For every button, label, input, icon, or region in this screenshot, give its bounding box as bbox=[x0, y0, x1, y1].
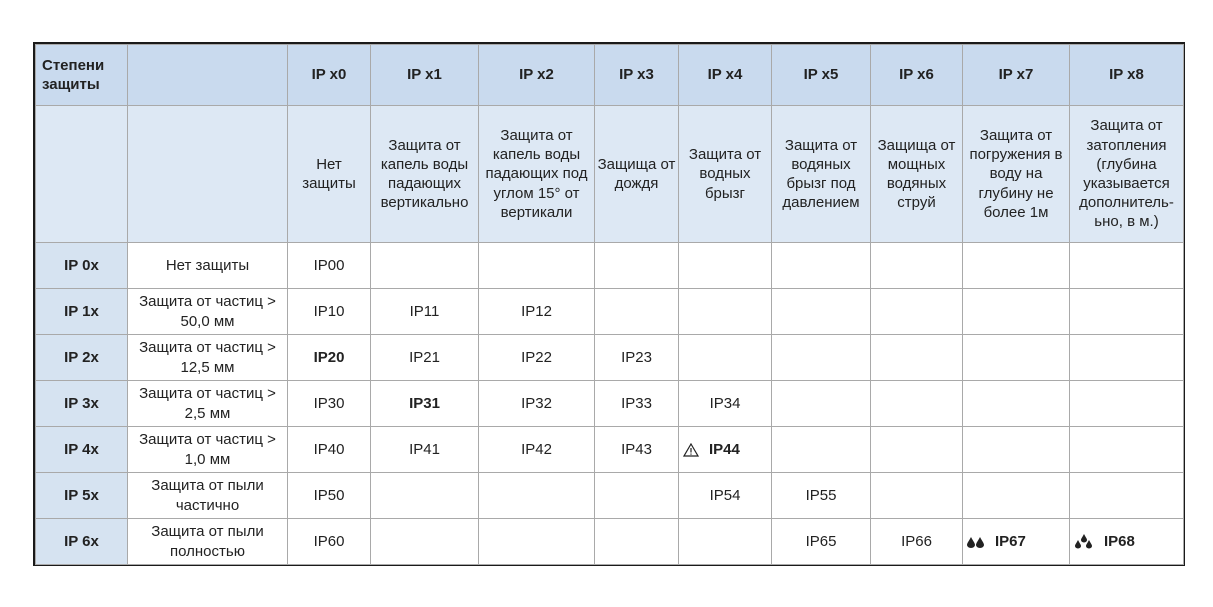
rating-cell-ip44 bbox=[679, 427, 772, 473]
header-blank-cell bbox=[128, 45, 288, 106]
warning-triangle-icon bbox=[683, 443, 699, 457]
table-row bbox=[36, 289, 1184, 335]
rating-cell: IP33 bbox=[595, 381, 679, 427]
rating-cell bbox=[1070, 289, 1184, 335]
row-code: IP 6x bbox=[36, 519, 128, 565]
column-description: Защита от затопления (глубина указывается дополнитель-ьно, в м.) bbox=[1070, 106, 1184, 243]
rating-cell bbox=[1070, 243, 1184, 289]
column-description: Защища от мощных водяных струй bbox=[871, 106, 963, 243]
rating-cell: IP41 bbox=[371, 427, 479, 473]
column-description: Защища от дождя bbox=[595, 106, 679, 243]
description-blank-cell bbox=[36, 106, 128, 243]
rating-label: IP44 bbox=[709, 441, 740, 459]
rating-cell: IP55 bbox=[772, 473, 871, 519]
rating-cell bbox=[595, 289, 679, 335]
rating-label: IP67 bbox=[995, 533, 1026, 551]
row-code: IP 3x bbox=[36, 381, 128, 427]
rating-cell: IP66 bbox=[871, 519, 963, 565]
column-description: Нет защиты bbox=[288, 106, 371, 243]
rating-cell: IP50 bbox=[288, 473, 371, 519]
rating-cell: IP20 bbox=[288, 335, 371, 381]
rating-cell bbox=[679, 243, 772, 289]
table-row bbox=[36, 427, 1184, 473]
two-water-drops-icon bbox=[967, 536, 985, 548]
rating-cell: IP11 bbox=[371, 289, 479, 335]
rating-cell bbox=[1070, 381, 1184, 427]
rating-cell: IP21 bbox=[371, 335, 479, 381]
rating-cell bbox=[679, 335, 772, 381]
description-blank-cell bbox=[128, 106, 288, 243]
row-code: IP 1x bbox=[36, 289, 128, 335]
rating-cell: IP31 bbox=[371, 381, 479, 427]
rating-cell bbox=[371, 243, 479, 289]
row-code: IP 4x bbox=[36, 427, 128, 473]
rating-cell bbox=[1070, 427, 1184, 473]
rating-cell bbox=[1070, 335, 1184, 381]
rating-cell bbox=[772, 335, 871, 381]
ip-rating-table-frame bbox=[33, 42, 1185, 566]
rating-cell bbox=[772, 381, 871, 427]
ip-rating-table bbox=[35, 44, 1184, 565]
rating-cell: IP60 bbox=[288, 519, 371, 565]
table-row bbox=[36, 381, 1184, 427]
column-description: Защита от капель воды падающих под углом 15° от вертикали bbox=[479, 106, 595, 243]
row-code: IP 5x bbox=[36, 473, 128, 519]
rating-cell: IP54 bbox=[679, 473, 772, 519]
row-description: Защита от частиц > 1,0 мм bbox=[128, 427, 288, 473]
rating-cell bbox=[871, 473, 963, 519]
rating-cell-ip67 bbox=[963, 519, 1070, 565]
rating-cell: IP12 bbox=[479, 289, 595, 335]
row-code: IP 2x bbox=[36, 335, 128, 381]
column-header: IP x1 bbox=[371, 45, 479, 106]
table-row bbox=[36, 519, 1184, 565]
row-description: Защита от частиц > 2,5 мм bbox=[128, 381, 288, 427]
rating-cell bbox=[479, 243, 595, 289]
rating-label: IP68 bbox=[1104, 533, 1135, 551]
row-description: Защита от частиц > 12,5 мм bbox=[128, 335, 288, 381]
rating-cell: IP23 bbox=[595, 335, 679, 381]
rating-cell bbox=[963, 335, 1070, 381]
rating-cell bbox=[871, 427, 963, 473]
rating-cell bbox=[963, 289, 1070, 335]
rating-cell bbox=[371, 519, 479, 565]
three-water-drops-icon bbox=[1074, 534, 1094, 550]
rating-cell bbox=[963, 381, 1070, 427]
column-description: Защита от водных брызг bbox=[679, 106, 772, 243]
corner-label: Степени защиты bbox=[36, 45, 128, 106]
rating-cell: IP40 bbox=[288, 427, 371, 473]
column-header: IP x0 bbox=[288, 45, 371, 106]
rating-cell bbox=[479, 519, 595, 565]
column-header: IP x8 bbox=[1070, 45, 1184, 106]
column-description: Защита от погружения в воду на глубину не более 1м bbox=[963, 106, 1070, 243]
rating-cell: IP10 bbox=[288, 289, 371, 335]
rating-cell: IP42 bbox=[479, 427, 595, 473]
rating-cell bbox=[871, 335, 963, 381]
column-header: IP x2 bbox=[479, 45, 595, 106]
rating-cell: IP30 bbox=[288, 381, 371, 427]
rating-cell: IP22 bbox=[479, 335, 595, 381]
row-description: Защита от частиц > 50,0 мм bbox=[128, 289, 288, 335]
table-row bbox=[36, 335, 1184, 381]
rating-cell bbox=[871, 243, 963, 289]
rating-cell bbox=[963, 427, 1070, 473]
rating-cell bbox=[963, 473, 1070, 519]
row-description: Нет защиты bbox=[128, 243, 288, 289]
rating-cell bbox=[679, 289, 772, 335]
column-header: IP x3 bbox=[595, 45, 679, 106]
column-description: Защита от водяных брызг под давлением bbox=[772, 106, 871, 243]
rating-cell bbox=[595, 473, 679, 519]
column-header: IP x5 bbox=[772, 45, 871, 106]
column-header: IP x4 bbox=[679, 45, 772, 106]
rating-cell: IP00 bbox=[288, 243, 371, 289]
rating-cell: IP32 bbox=[479, 381, 595, 427]
rating-cell bbox=[595, 519, 679, 565]
rating-cell bbox=[871, 381, 963, 427]
rating-cell bbox=[772, 427, 871, 473]
rating-cell bbox=[871, 289, 963, 335]
rating-cell bbox=[679, 519, 772, 565]
row-description: Защита от пыли полностью bbox=[128, 519, 288, 565]
rating-cell bbox=[479, 473, 595, 519]
rating-cell bbox=[1070, 473, 1184, 519]
rating-cell-ip68 bbox=[1070, 519, 1184, 565]
rating-cell bbox=[772, 289, 871, 335]
rating-cell: IP65 bbox=[772, 519, 871, 565]
table-row bbox=[36, 243, 1184, 289]
rating-cell: IP43 bbox=[595, 427, 679, 473]
rating-cell bbox=[371, 473, 479, 519]
column-header: IP x7 bbox=[963, 45, 1070, 106]
rating-cell bbox=[595, 243, 679, 289]
row-description: Защита от пыли частично bbox=[128, 473, 288, 519]
rating-cell: IP34 bbox=[679, 381, 772, 427]
column-description: Защита от капель воды падающих вертикально bbox=[371, 106, 479, 243]
row-code: IP 0x bbox=[36, 243, 128, 289]
table-row bbox=[36, 473, 1184, 519]
column-header: IP x6 bbox=[871, 45, 963, 106]
rating-cell bbox=[772, 243, 871, 289]
rating-cell bbox=[963, 243, 1070, 289]
